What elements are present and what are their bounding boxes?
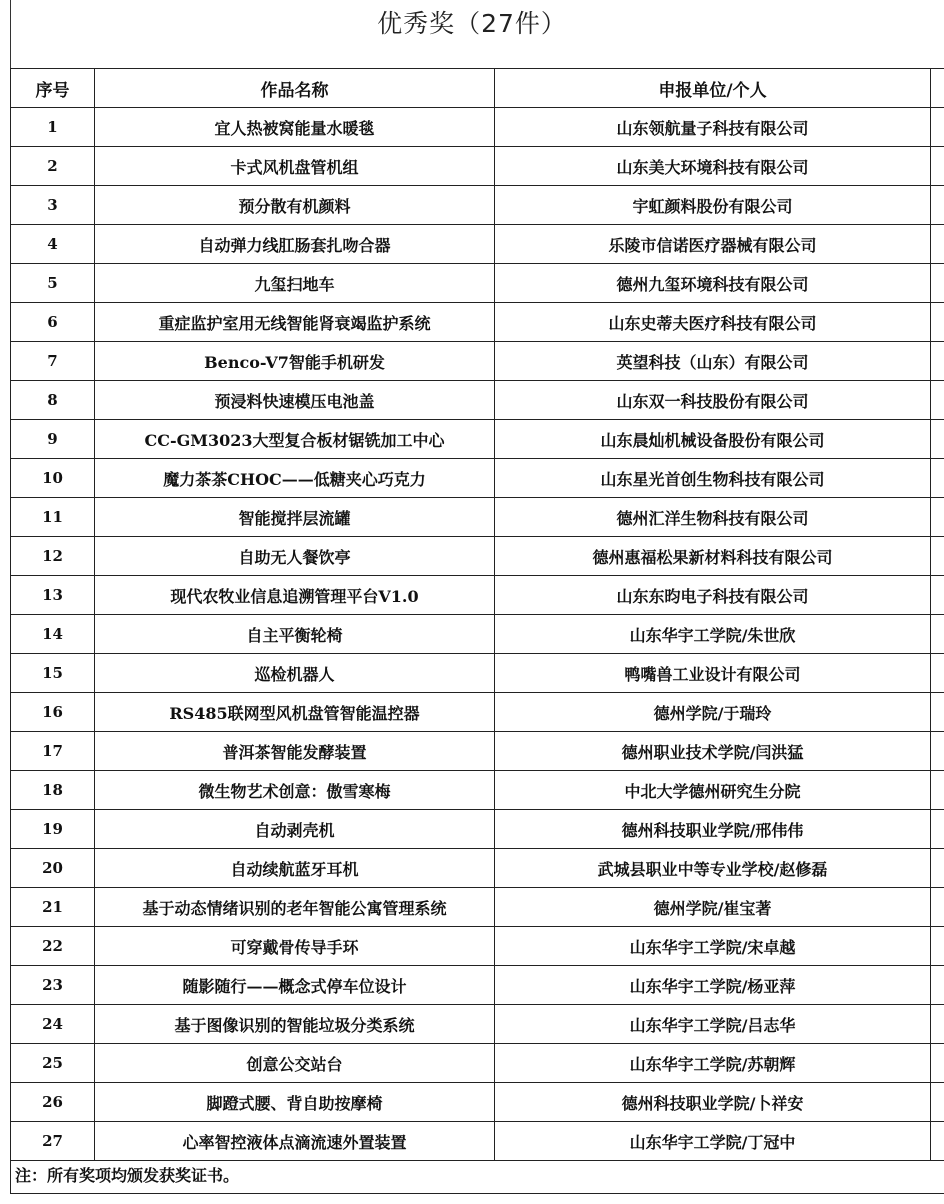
table-row xyxy=(11,498,944,537)
row-applicant: 武城县职业中等专业学校/赵修磊 xyxy=(495,849,931,888)
row-work-name: 基于动态情绪识别的老年智能公寓管理系统 xyxy=(95,888,495,927)
row-extra-cell xyxy=(931,927,944,966)
row-work-name: 微生物艺术创意：傲雪寒梅 xyxy=(95,771,495,810)
table-row xyxy=(11,693,944,732)
row-work-name: 自动续航蓝牙耳机 xyxy=(95,849,495,888)
table-row xyxy=(11,420,944,459)
table-row xyxy=(11,459,944,498)
row-applicant: 德州学院/于瑞玲 xyxy=(495,693,931,732)
row-work-name: 魔力茶茶CHOC——低糖夹心巧克力 xyxy=(95,459,495,498)
table-row xyxy=(11,1005,944,1044)
row-work-name: RS485联网型风机盘管智能温控器 xyxy=(95,693,495,732)
row-applicant: 山东史蒂夫医疗科技有限公司 xyxy=(495,303,931,342)
row-extra-cell xyxy=(931,264,944,303)
row-extra-cell xyxy=(931,381,944,420)
row-extra-cell xyxy=(931,576,944,615)
row-work-name: 自助无人餐饮亭 xyxy=(95,537,495,576)
table-row xyxy=(11,888,944,927)
row-index: 13 xyxy=(11,576,95,615)
row-applicant: 鸭嘴兽工业设计有限公司 xyxy=(495,654,931,693)
row-extra-cell xyxy=(931,1044,944,1083)
row-extra-cell xyxy=(931,303,944,342)
row-index: 11 xyxy=(11,498,95,537)
table-row xyxy=(11,186,944,225)
footnote: 注：所有奖项均颁发获奖证书。 xyxy=(10,1158,944,1194)
row-work-name: 重症监护室用无线智能肾衰竭监护系统 xyxy=(95,303,495,342)
row-work-name: 自动剥壳机 xyxy=(95,810,495,849)
row-extra-cell xyxy=(931,771,944,810)
row-index: 6 xyxy=(11,303,95,342)
row-extra-cell xyxy=(931,732,944,771)
table-row xyxy=(11,1083,944,1122)
table-header-row xyxy=(11,69,944,108)
table-row xyxy=(11,732,944,771)
row-index: 22 xyxy=(11,927,95,966)
row-work-name: 随影随行——概念式停车位设计 xyxy=(95,966,495,1005)
row-work-name: 卡式风机盘管机组 xyxy=(95,147,495,186)
row-extra-cell xyxy=(931,810,944,849)
table-row xyxy=(11,771,944,810)
row-index: 2 xyxy=(11,147,95,186)
header-index: 序号 xyxy=(11,69,95,108)
row-applicant: 山东领航量子科技有限公司 xyxy=(495,108,931,147)
row-index: 26 xyxy=(11,1083,95,1122)
row-index: 27 xyxy=(11,1122,95,1161)
row-index: 25 xyxy=(11,1044,95,1083)
row-index: 17 xyxy=(11,732,95,771)
table-row xyxy=(11,810,944,849)
row-work-name: 九玺扫地车 xyxy=(95,264,495,303)
row-extra-cell xyxy=(931,147,944,186)
row-applicant: 德州科技职业学院/邢伟伟 xyxy=(495,810,931,849)
row-index: 24 xyxy=(11,1005,95,1044)
awards-table xyxy=(10,68,944,1161)
row-applicant: 德州九玺环境科技有限公司 xyxy=(495,264,931,303)
row-index: 10 xyxy=(11,459,95,498)
table-row xyxy=(11,147,944,186)
row-work-name: CC-GM3023大型复合板材锯铣加工中心 xyxy=(95,420,495,459)
row-index: 23 xyxy=(11,966,95,1005)
row-extra-cell xyxy=(931,498,944,537)
row-extra-cell xyxy=(931,888,944,927)
table-row xyxy=(11,1122,944,1161)
row-extra-cell xyxy=(931,459,944,498)
row-work-name: 宜人热被窝能量水暖毯 xyxy=(95,108,495,147)
row-applicant: 山东美大环境科技有限公司 xyxy=(495,147,931,186)
row-index: 1 xyxy=(11,108,95,147)
row-applicant: 山东星光首创生物科技有限公司 xyxy=(495,459,931,498)
page-title: 优秀奖（27件） xyxy=(377,9,567,38)
row-work-name: Benco-V7智能手机研发 xyxy=(95,342,495,381)
row-extra-cell xyxy=(931,693,944,732)
row-extra-cell xyxy=(931,108,944,147)
row-applicant: 中北大学德州研究生分院 xyxy=(495,771,931,810)
table-row xyxy=(11,849,944,888)
table-row xyxy=(11,225,944,264)
row-work-name: 创意公交站台 xyxy=(95,1044,495,1083)
header-applicant: 申报单位/个人 xyxy=(495,69,931,108)
row-applicant: 山东华宇工学院/丁冠中 xyxy=(495,1122,931,1161)
row-extra-cell xyxy=(931,615,944,654)
row-work-name: 自动弹力线肛肠套扎吻合器 xyxy=(95,225,495,264)
row-work-name: 预分散有机颜料 xyxy=(95,186,495,225)
table-row xyxy=(11,966,944,1005)
row-index: 15 xyxy=(11,654,95,693)
row-index: 8 xyxy=(11,381,95,420)
table-row xyxy=(11,537,944,576)
row-index: 14 xyxy=(11,615,95,654)
row-extra-cell xyxy=(931,654,944,693)
row-extra-cell xyxy=(931,420,944,459)
row-work-name: 基于图像识别的智能垃圾分类系统 xyxy=(95,1005,495,1044)
table-row xyxy=(11,264,944,303)
row-applicant: 山东双一科技股份有限公司 xyxy=(495,381,931,420)
row-extra-cell xyxy=(931,1122,944,1161)
table-row xyxy=(11,303,944,342)
row-work-name: 智能搅拌层流罐 xyxy=(95,498,495,537)
row-work-name: 可穿戴骨传导手环 xyxy=(95,927,495,966)
table-row xyxy=(11,108,944,147)
row-work-name: 脚蹬式腰、背自助按摩椅 xyxy=(95,1083,495,1122)
table-row xyxy=(11,927,944,966)
row-work-name: 心率智控液体点滴流速外置装置 xyxy=(95,1122,495,1161)
row-index: 19 xyxy=(11,810,95,849)
table-row xyxy=(11,615,944,654)
row-applicant: 德州学院/崔宝著 xyxy=(495,888,931,927)
row-work-name: 普洱茶智能发酵装置 xyxy=(95,732,495,771)
row-applicant: 德州职业技术学院/闫洪猛 xyxy=(495,732,931,771)
table-row xyxy=(11,1044,944,1083)
row-work-name: 自主平衡轮椅 xyxy=(95,615,495,654)
row-applicant: 山东晨灿机械设备股份有限公司 xyxy=(495,420,931,459)
row-index: 5 xyxy=(11,264,95,303)
row-extra-cell xyxy=(931,966,944,1005)
header-extra-column xyxy=(931,69,944,108)
row-applicant: 山东华宇工学院/朱世欣 xyxy=(495,615,931,654)
row-applicant: 山东华宇工学院/宋卓越 xyxy=(495,927,931,966)
row-index: 4 xyxy=(11,225,95,264)
row-extra-cell xyxy=(931,342,944,381)
row-index: 21 xyxy=(11,888,95,927)
row-applicant: 宇虹颜料股份有限公司 xyxy=(495,186,931,225)
row-work-name: 巡检机器人 xyxy=(95,654,495,693)
row-index: 3 xyxy=(11,186,95,225)
row-index: 18 xyxy=(11,771,95,810)
row-extra-cell xyxy=(931,1005,944,1044)
row-index: 16 xyxy=(11,693,95,732)
header-work-name: 作品名称 xyxy=(95,69,495,108)
row-applicant: 山东东昀电子科技有限公司 xyxy=(495,576,931,615)
table-row xyxy=(11,576,944,615)
row-extra-cell xyxy=(931,537,944,576)
row-applicant: 乐陵市信诺医疗器械有限公司 xyxy=(495,225,931,264)
row-applicant: 山东华宇工学院/吕志华 xyxy=(495,1005,931,1044)
row-extra-cell xyxy=(931,1083,944,1122)
row-applicant: 德州惠福松果新材料科技有限公司 xyxy=(495,537,931,576)
row-index: 9 xyxy=(11,420,95,459)
table-row xyxy=(11,654,944,693)
table-row xyxy=(11,381,944,420)
row-index: 7 xyxy=(11,342,95,381)
row-applicant: 德州科技职业学院/卜祥安 xyxy=(495,1083,931,1122)
row-applicant: 英望科技（山东）有限公司 xyxy=(495,342,931,381)
row-extra-cell xyxy=(931,186,944,225)
row-applicant: 德州汇洋生物科技有限公司 xyxy=(495,498,931,537)
row-index: 12 xyxy=(11,537,95,576)
row-work-name: 现代农牧业信息追溯管理平台V1.0 xyxy=(95,576,495,615)
row-index: 20 xyxy=(11,849,95,888)
row-extra-cell xyxy=(931,849,944,888)
row-applicant: 山东华宇工学院/苏朝辉 xyxy=(495,1044,931,1083)
row-applicant: 山东华宇工学院/杨亚萍 xyxy=(495,966,931,1005)
table-row xyxy=(11,342,944,381)
row-extra-cell xyxy=(931,225,944,264)
row-work-name: 预浸料快速模压电池盖 xyxy=(95,381,495,420)
